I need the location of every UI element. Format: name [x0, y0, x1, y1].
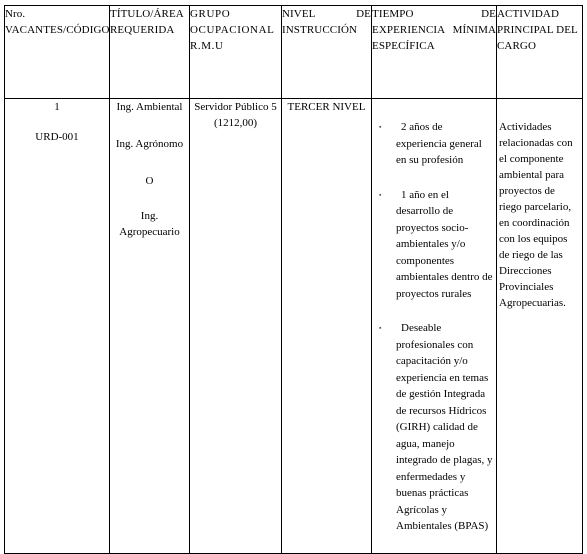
- experiencia-list: [380, 119, 494, 535]
- vacancy-table: [4, 5, 583, 554]
- cell-grupo: [190, 99, 282, 554]
- grupo-text: Servidor Público 5 (1212,00): [194, 101, 277, 129]
- list-item: ▪ 1 año en el desarrollo de proyectos socio-ambientales y/o componentes ambientales dentro de proyectos rurales: [379, 188, 493, 300]
- list-item: ▪ 2 años de experiencia general en su profesión: [379, 121, 482, 166]
- vacante-code: URD-001: [35, 131, 79, 143]
- cell-experiencia: [372, 99, 497, 554]
- titulo-or: O: [145, 175, 154, 187]
- titulo-item: Ing. Ambiental: [116, 101, 183, 113]
- vacantes-count: 1: [54, 101, 60, 113]
- header-titulo: TÍTULO/ÁREA REQUERIDA: [110, 6, 190, 99]
- header-row: [5, 6, 583, 99]
- titulo-item: Ing. Agrónomo: [115, 138, 184, 150]
- titulo-item: Ing. Agropecuario: [119, 210, 180, 238]
- nivel-text: TERCER NIVEL: [287, 101, 366, 113]
- list-item: ▪ Deseable profesionales con capacitación y/o experiencia en temas de gestión Integrada de recursos Hídricos (GIRH) calidad de agua, manejo integrado de plagas, y enfermedades y buenas prácticas Agrícolas y Ambientales (BPAS): [379, 322, 493, 532]
- cell-nivel: [282, 99, 372, 554]
- table-row: [5, 99, 583, 554]
- header-nivel: NIVEL DE INSTRUCCIÓN: [282, 6, 372, 99]
- cell-vacantes: [5, 99, 110, 554]
- cell-actividad: [497, 99, 583, 554]
- header-grupo: GRUPO OCUPACIONAL R.M.U: [190, 6, 282, 99]
- header-tiempo: TIEMPO DE EXPERIENCIA MÍNIMA ESPECÍFICA: [372, 6, 497, 99]
- actividad-text: Actividades relacionadas con el componente ambiental para proyectos de riego parcelario, en coordinación con los equipos de riego de las Direcciones Provinciales Agropecuarias.: [499, 121, 573, 309]
- header-actividad: ACTIVIDAD PRINCIPAL DEL CARGO: [497, 6, 583, 99]
- square-bullet-icon: ▪: [379, 324, 382, 332]
- square-bullet-icon: ▪: [379, 123, 382, 131]
- header-vacantes: Nro. VACANTES/CÓDIGO: [5, 6, 110, 99]
- cell-titulo: [110, 99, 190, 554]
- square-bullet-icon: ▪: [379, 190, 382, 199]
